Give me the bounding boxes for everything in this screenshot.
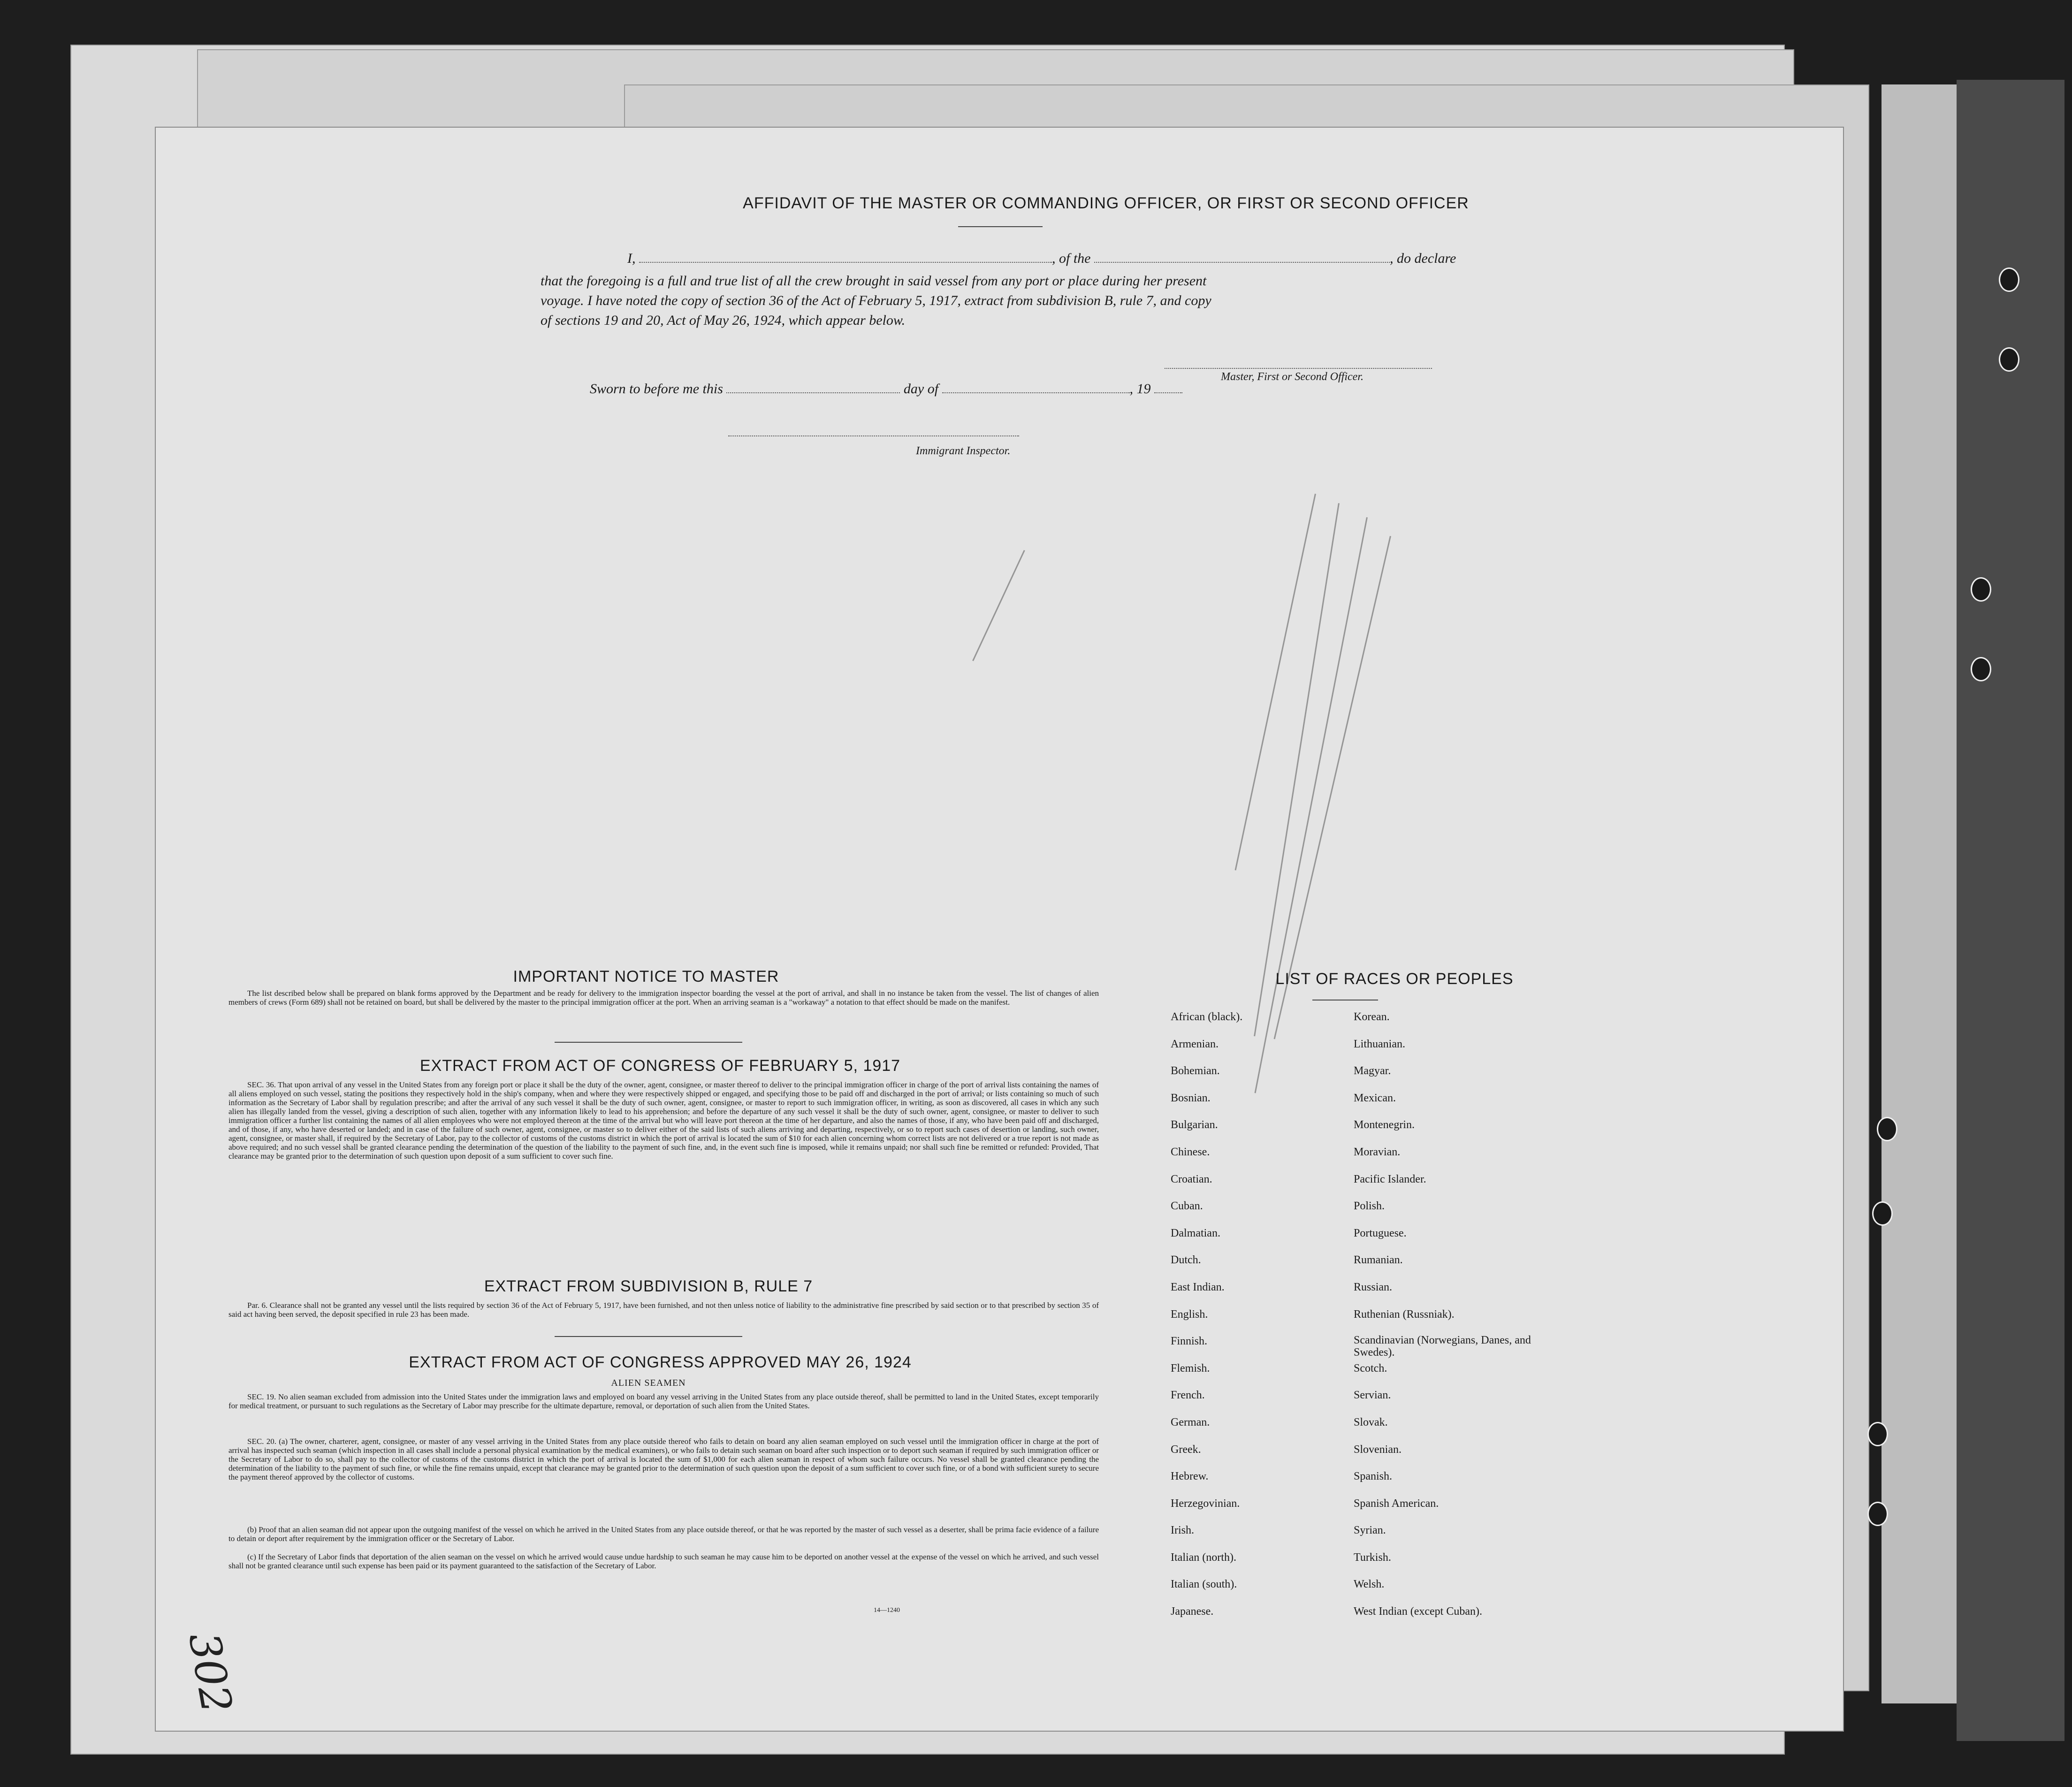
inspector-label: Immigrant Inspector. bbox=[916, 445, 1011, 457]
race-item: African (black). bbox=[1171, 1011, 1243, 1023]
alien-seamen-subtitle: ALIEN SEAMEN bbox=[611, 1378, 686, 1388]
race-item: Moravian. bbox=[1354, 1146, 1401, 1158]
pen-mark bbox=[972, 550, 1025, 661]
race-item: Pacific Islander. bbox=[1354, 1173, 1426, 1185]
underlying-page-edge bbox=[1882, 84, 1961, 1703]
affidavit-line1 bbox=[562, 251, 1631, 267]
rule7-title: EXTRACT FROM SUBDIVISION B, RULE 7 bbox=[484, 1277, 813, 1295]
sec20a-text: SEC. 20. (a) The owner, charterer, agent, consignee, or master of any vessel arriving in the United States from any place outside thereof who fails to detain on board any alien seaman employed on such vessel until the immigration officer in charge at the port of arrival has inspected such seaman (which inspection in all cases shall include a personal physical examination by the medical examiners), or who fails to detain such seaman on board after such inspection or to deport such seaman if required by such immigration officer or the Secretary of Labor to do so, shall pay to the collector of customs of the customs district in which the port of arrival is located the sum of $1,000 for each alien seaman in respect of whom such failure occurs. No vessel shall be granted clearance pending the determination of the liability to the payment of such fine, or while the fine remains unpaid, except that clearance may be granted prior to the determination of such question upon the deposit of a sum sufficient to cover such fine, or of a bond with sufficient surety to secure the payment thereof approved by the collector of customs. bbox=[229, 1437, 1099, 1482]
title-rule bbox=[958, 226, 1043, 227]
race-item: Croatian. bbox=[1171, 1173, 1212, 1185]
pen-mark bbox=[1274, 536, 1391, 1039]
affidavit-do-declare: , do declare bbox=[1390, 251, 1456, 266]
race-item: Herzegovinian. bbox=[1171, 1497, 1240, 1510]
race-item: Rumanian. bbox=[1354, 1254, 1403, 1267]
binder-hole bbox=[1867, 1422, 1888, 1446]
race-item: Armenian. bbox=[1171, 1038, 1219, 1050]
race-item: Scandinavian (Norwegians, Danes, and Swedes). bbox=[1354, 1334, 1531, 1359]
race-item: Montenegrin. bbox=[1354, 1119, 1415, 1131]
race-item: Irish. bbox=[1171, 1524, 1194, 1537]
binder-hole bbox=[1872, 1201, 1893, 1226]
binder-strip bbox=[1957, 80, 2064, 1741]
sec19-text: SEC. 19. No alien seaman excluded from admission into the United States under the immigration laws and employed on board any vessel arriving in the United States from any place outside thereof, shall be permitted to land in the United States, except temporarily for medical treatment, or pursuant to such regulations as the Secretary of Labor may prescribe for the ultimate departure, removal, or deportation of such alien from the United States. bbox=[229, 1392, 1099, 1410]
race-item: Dutch. bbox=[1171, 1254, 1201, 1267]
affidavit-line3: voyage. I have noted the copy of section 36 of the Act of February 5, 1917, extract from subdivision B, rule 7, and copy bbox=[541, 293, 1211, 308]
extract-1924-title: EXTRACT FROM ACT OF CONGRESS APPROVED MAY 26, 1924 bbox=[409, 1353, 912, 1371]
year-text: , 19 bbox=[1129, 381, 1151, 397]
pen-mark bbox=[1235, 494, 1316, 871]
races-right-column bbox=[1354, 1010, 1541, 1632]
race-item: Slovak. bbox=[1354, 1416, 1388, 1428]
binder-hole bbox=[1877, 1117, 1897, 1141]
race-item: Flemish. bbox=[1171, 1362, 1210, 1375]
affidavit-line2: that the foregoing is a full and true list of all the crew brought in said vessel from any port or place during her present bbox=[541, 273, 1207, 289]
race-item: Spanish American. bbox=[1354, 1497, 1439, 1510]
notice-title: IMPORTANT NOTICE TO MASTER bbox=[513, 968, 779, 985]
crew-list-form-back bbox=[155, 127, 1844, 1732]
race-item: Magyar. bbox=[1354, 1065, 1391, 1077]
rule7-text: Par. 6. Clearance shall not be granted any vessel until the lists required by section 36 of the Act of February 5, 1917, have been furnished, and not then unless notice of liability to the administrative fine prescribed by said section or to that prescribed by section 35 of said act having been served, the deposit specified in rule 23 has been made. bbox=[229, 1301, 1099, 1319]
day-of-text: day of bbox=[903, 381, 939, 397]
race-item: Scotch. bbox=[1354, 1362, 1387, 1375]
race-item: Greek. bbox=[1171, 1443, 1201, 1456]
race-item: German. bbox=[1171, 1416, 1210, 1428]
binder-hole bbox=[1971, 657, 1991, 681]
race-item: English. bbox=[1171, 1308, 1208, 1321]
form-number: 14—1240 bbox=[874, 1607, 900, 1614]
race-item: Cuban. bbox=[1171, 1200, 1203, 1213]
race-item: Italian (south). bbox=[1171, 1578, 1237, 1591]
race-item: Servian. bbox=[1354, 1389, 1391, 1402]
race-item: Bulgarian. bbox=[1171, 1119, 1218, 1131]
extract-1917-text: SEC. 36. That upon arrival of any vessel in the United States from any foreign port or place it shall be the duty of the owner, agent, consignee, or master thereof to deliver to the principal immigration officer in charge of the port of arrival lists containing the names of all aliens employed on such vessel, stating the positions they respectively hold in the ship's company, when and where they were respectively shipped or engaged, and specifying those to be paid off and discharged in the port of arrival; or lists containing so much of such information as the Secretary of Labor shall by regulation prescribe; and after the arrival of any such vessel it shall be the duty of such owner, agent, consignee, or master to report to such immigration officer, in writing, as soon as discovered, all cases in which any such alien has illegally landed from the vessel, giving a description of such alien, together with any information likely to lead to his apprehension; and before the departure of any such vessel it shall be the duty of such owner, agent, consignee, or master to deliver to such immigration officer a further list containing the names of all alien employees who were not employed thereon at the time of the arrival but who will leave port thereon at the time of her departure, and also the names of those, if any, who have been paid off and discharged, and of those, if any, who have deserted or landed; and in case of the failure of such owner, agent, consignee, or master so to deliver either of the said lists of such aliens arriving and departing, respectively, or so to report such cases of desertion or landing, such owner, agent, consignee, or master shall, if required by the Secretary of Labor, pay to the collector of customs of the customs district in which the port of arrival is located the sum of $10 for each alien concerning whom correct lists are not delivered or a true report is not made as above required; and no such vessel shall be granted clearance pending the determination of the question of the liability to the payment of such fine, and, in the event such fine is imposed, while it remains unpaid; nor shall such fine be remitted or refunded: Provided, That clearance may be granted prior to the determination of such question upon deposit of a sum sufficient to cover such fine. bbox=[229, 1080, 1099, 1161]
sec20b-text: (b) Proof that an alien seaman did not appear upon the outgoing manifest of the vessel on which he arrived in the United States from any place outside thereof, or that he was reported by the master of such vessel as a deserter, shall be prima facie evidence of a failure to detain or deport after requirement by the immigration officer or the Secretary of Labor. bbox=[229, 1525, 1099, 1543]
race-item: Welsh. bbox=[1354, 1578, 1385, 1591]
sec20c-text: (c) If the Secretary of Labor finds that deportation of the alien seaman on the vessel on which he arrived would cause undue hardship to such seaman he may cause him to be deported on another vessel at the expense of the vessel on which he arrived, and such vessel shall not be granted clearance until such expense has been paid or its payment guaranteed to the satisfaction of the Secretary of Labor. bbox=[229, 1552, 1099, 1570]
race-item: Polish. bbox=[1354, 1200, 1385, 1213]
race-item: Slovenian. bbox=[1354, 1443, 1402, 1456]
year-blank bbox=[1154, 392, 1182, 393]
race-item: Syrian. bbox=[1354, 1524, 1386, 1537]
binder-hole bbox=[1999, 347, 2019, 372]
race-item: Ruthenian (Russniak). bbox=[1354, 1308, 1455, 1321]
vessel-blank bbox=[1094, 262, 1390, 263]
race-item: Hebrew. bbox=[1171, 1470, 1209, 1483]
pen-mark bbox=[1254, 517, 1367, 1093]
race-item: Italian (north). bbox=[1171, 1551, 1236, 1564]
extract-1917-title: EXTRACT FROM ACT OF CONGRESS OF FEBRUARY 5, 1917 bbox=[419, 1057, 901, 1075]
master-label: Master, First or Second Officer. bbox=[1221, 371, 1364, 383]
race-item: West Indian (except Cuban). bbox=[1354, 1605, 1482, 1618]
inspector-signature-line bbox=[728, 435, 1019, 436]
race-item: East Indian. bbox=[1171, 1281, 1225, 1293]
races-left-column bbox=[1171, 1010, 1358, 1632]
sworn-month-blank bbox=[942, 392, 1130, 393]
race-item: Bohemian. bbox=[1171, 1065, 1220, 1077]
race-item: Japanese. bbox=[1171, 1605, 1214, 1618]
races-title: LIST OF RACES OR PEOPLES bbox=[1275, 970, 1514, 988]
master-signature-line bbox=[1165, 368, 1432, 369]
handwritten-page-number: 302 bbox=[179, 1628, 242, 1717]
race-item: Dalmatian. bbox=[1171, 1227, 1220, 1239]
affidavit-line4: of sections 19 and 20, Act of May 26, 1924, which appear below. bbox=[541, 313, 906, 328]
race-item: French. bbox=[1171, 1389, 1205, 1402]
race-item: Lithuanian. bbox=[1354, 1038, 1405, 1050]
affidavit-of-the: , of the bbox=[1052, 251, 1091, 266]
race-item: Russian. bbox=[1354, 1281, 1393, 1293]
binder-hole bbox=[1971, 577, 1991, 602]
section-rule bbox=[555, 1042, 742, 1043]
affidavit-i: I, bbox=[627, 251, 636, 266]
sworn-day-blank bbox=[726, 392, 900, 393]
race-item: Finnish. bbox=[1171, 1335, 1208, 1348]
race-item: Bosnian. bbox=[1171, 1092, 1211, 1104]
binder-hole bbox=[1999, 267, 2019, 292]
race-item: Chinese. bbox=[1171, 1146, 1210, 1158]
binder-hole bbox=[1867, 1502, 1888, 1526]
race-item: Turkish. bbox=[1354, 1551, 1391, 1564]
race-item: Korean. bbox=[1354, 1011, 1390, 1023]
name-blank bbox=[639, 262, 1052, 263]
sworn-line bbox=[590, 381, 1182, 397]
race-item: Mexican. bbox=[1354, 1092, 1396, 1104]
section-rule bbox=[555, 1336, 742, 1337]
race-item: Portuguese. bbox=[1354, 1227, 1407, 1239]
sworn-text: Sworn to before me this bbox=[590, 381, 723, 397]
race-item: Spanish. bbox=[1354, 1470, 1393, 1483]
affidavit-title: AFFIDAVIT OF THE MASTER OR COMMANDING OFFICER, OR FIRST OR SECOND OFFICER bbox=[743, 194, 1469, 212]
notice-text: The list described below shall be prepared on blank forms approved by the Department and be ready for delivery to the immigration inspector boarding the vessel at the port of arrival, and shall in no instance be taken from the vessel. The list of changes of alien members of crews (Form 689) shall not be retained on board, but shall be delivered by the master to the principal immigration officer at the port. When an arriving seaman is a "workaway" a notation to that effect should be made on the manifest. bbox=[229, 989, 1099, 1007]
